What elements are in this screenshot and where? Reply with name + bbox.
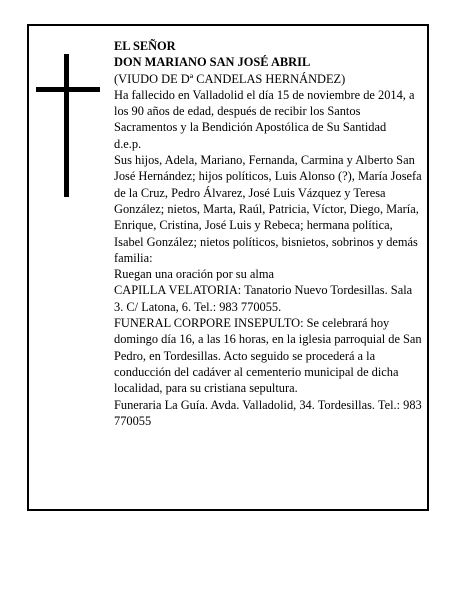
family-list: Sus hijos, Adela, Mariano, Fernanda, Carmina y Alberto San José Hernández; hijos políticos, Luis Alonso (?), María Josefa de la Cruz, Pedro Álvarez, José Luis Vázquez y Teresa González; nietos, Marta, Raúl, Patricia, Víctor, Diego, María, Enrique, Cristina, José Luis y Rebeca; hermana política, Isabel González; nietos políticos, bisnietos, sobrinos y demás familia: bbox=[114, 153, 422, 265]
cross-horizontal-bar bbox=[36, 87, 100, 92]
widower-note: (VIUDO DE Dª CANDELAS HERNÁNDEZ) bbox=[114, 71, 346, 86]
rest-in-peace: d.e.p. bbox=[114, 136, 142, 151]
funeral-home-info: Funeraria La Guía. Avda. Valladolid, 34. Tordesillas. Tel.: 983 770055 bbox=[114, 397, 422, 428]
cross-icon bbox=[36, 54, 100, 197]
wake-chapel-info: CAPILLA VELATORIA: Tanatorio Nuevo Tordesillas. Sala 3. C/ Latona, 6. Tel.: 983 770055. bbox=[114, 283, 413, 314]
deceased-title: EL SEÑOR bbox=[114, 39, 176, 53]
death-announcement: Ha fallecido en Valladolid el día 15 de noviembre de 2014, a los 90 años de edad, después de recibir los Santos Sacramentos y la Bendición Apostólica de Su Santidad bbox=[114, 87, 415, 135]
cross-vertical-bar bbox=[64, 54, 69, 197]
prayer-request: Ruegan una oración por su alma bbox=[114, 267, 274, 282]
deceased-name: DON MARIANO SAN JOSÉ ABRIL bbox=[114, 55, 311, 70]
funeral-info: FUNERAL CORPORE INSEPULTO: Se celebrará hoy domingo día 16, a las 16 horas, en la iglesia parroquial de San Pedro, en Tordesillas. Acto seguido se procederá a la conducción del cadáver al cementerio municipal de dicha localidad, para su cristiana sepultura. bbox=[114, 316, 422, 396]
obituary-text bbox=[114, 38, 422, 429]
